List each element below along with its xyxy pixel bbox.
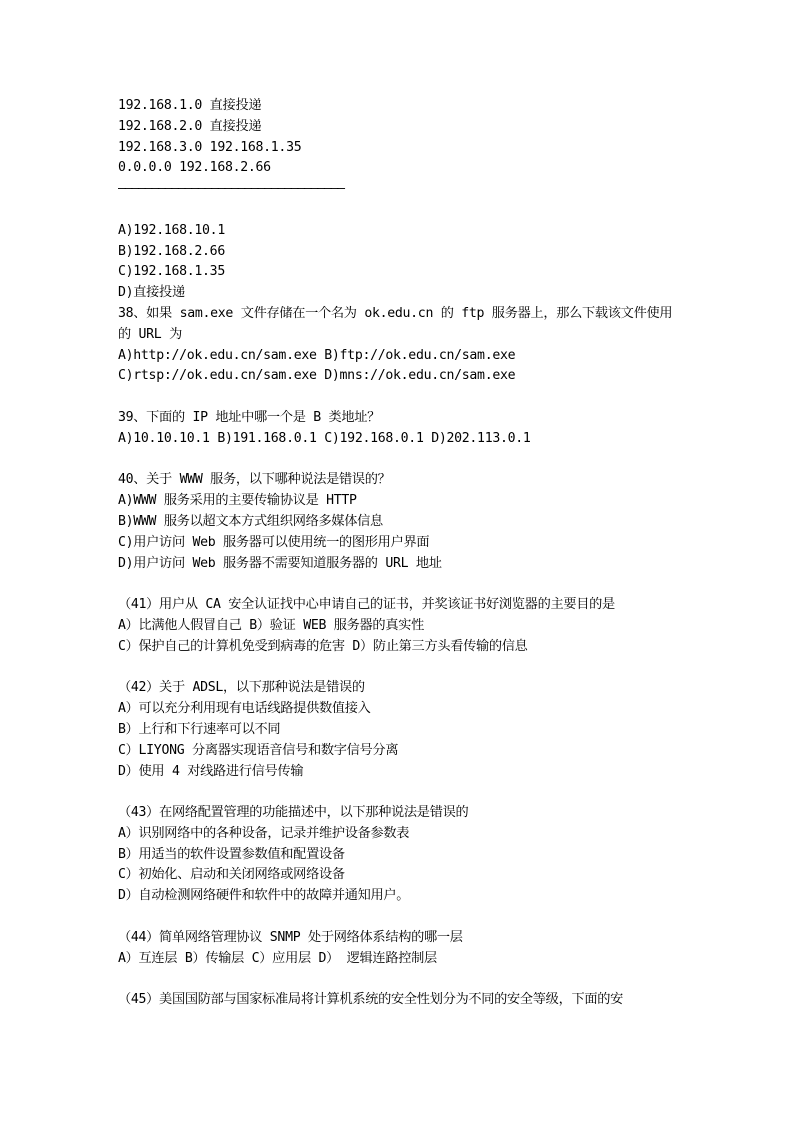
option-d: D）使用 4 对线路进行信号传输: [118, 763, 304, 779]
option-b: B)WWW 服务以超文本方式组织网络多媒体信息: [118, 513, 383, 529]
options-row: A)10.10.10.1 B)191.168.0.1 C)192.168.0.1 D)202.113.0.1: [118, 430, 531, 446]
routing-table: [118, 96, 678, 200]
question-37-options: [118, 221, 678, 304]
options-row: C）保护自己的计算机免受到病毒的危害 D）防止第三方头看传输的信息: [118, 638, 528, 654]
question-stem: （45）美国国防部与国家标准局将计算机系统的安全性划分为不同的安全等级，下面的安: [118, 992, 624, 1008]
options-row: A）比满他人假冒自己 B）验证 WEB 服务器的真实性: [118, 617, 424, 633]
question-stem-continued: 的 URL 为: [118, 326, 182, 342]
question-39: [118, 408, 678, 450]
question-stem: 40、关于 WWW 服务，以下哪种说法是错误的？: [118, 472, 391, 488]
question-stem: 39、下面的 IP 地址中哪一个是 B 类地址？: [118, 409, 381, 425]
question-stem: （42）关于 ADSL，以下那种说法是错误的: [118, 680, 365, 696]
option-a: A)WWW 服务采用的主要传输协议是 HTTP: [118, 493, 357, 509]
option-d: D）自动检测网络硬件和软件中的故障并通知用户。: [118, 888, 410, 904]
question-40: [118, 470, 678, 574]
question-stem: （41）用户从 CA 安全认证找中心申请自己的证书，并奖该证书好浏览器的主要目的是: [118, 597, 615, 613]
question-42: [118, 678, 678, 782]
question-38: [118, 304, 678, 387]
divider-line: ——————————————————————————————————: [118, 181, 344, 197]
document-page: [118, 96, 678, 1011]
routing-entry: 192.168.2.0 直接投递: [118, 118, 262, 134]
option-c: C)192.168.1.35: [118, 264, 225, 280]
routing-entry: 192.168.3.0 192.168.1.35: [118, 139, 302, 155]
option-b: B)192.168.2.66: [118, 243, 225, 259]
option-c: C)用户访问 Web 服务器可以使用统一的图形用户界面: [118, 534, 430, 550]
question-41: [118, 595, 678, 657]
option-c: C）LIYONG 分离器实现语音信号和数字信号分离: [118, 742, 399, 758]
option-d: D)用户访问 Web 服务器不需要知道服务器的 URL 地址: [118, 555, 442, 571]
options-row: A)http://ok.edu.cn/sam.exe B)ftp://ok.edu.cn/sam.exe: [118, 347, 516, 363]
option-a: A）识别网络中的各种设备，记录并维护设备参数表: [118, 825, 410, 841]
option-b: B）用适当的软件设置参数值和配置设备: [118, 846, 345, 862]
routing-entry: 0.0.0.0 192.168.2.66: [118, 160, 271, 176]
option-a: A)192.168.10.1: [118, 222, 225, 238]
question-44: [118, 928, 678, 970]
options-row: C)rtsp://ok.edu.cn/sam.exe D)mns://ok.edu.cn/sam.exe: [118, 368, 516, 384]
options-row: A）互连层 B）传输层 C）应用层 D） 逻辑连路控制层: [118, 950, 437, 966]
routing-entry: 192.168.1.0 直接投递: [118, 98, 262, 113]
question-45: [118, 990, 678, 1011]
question-stem: 38、如果 sam.exe 文件存储在一个名为 ok.edu.cn 的 ftp 服务器上，那么下载该文件使用: [118, 305, 673, 321]
option-a: A）可以充分利用现有电话线路提供数值接入: [118, 701, 371, 717]
question-stem: （43）在网络配置管理的功能描述中，以下那种说法是错误的: [118, 805, 469, 821]
option-c: C）初始化、启动和关闭网络或网络设备: [118, 867, 345, 883]
option-d: D)直接投递: [118, 285, 185, 301]
question-stem: （44）简单网络管理协议 SNMP 处于网络体系结构的哪一层: [118, 929, 463, 945]
question-43: [118, 803, 678, 907]
option-b: B）上行和下行速率可以不同: [118, 721, 281, 737]
